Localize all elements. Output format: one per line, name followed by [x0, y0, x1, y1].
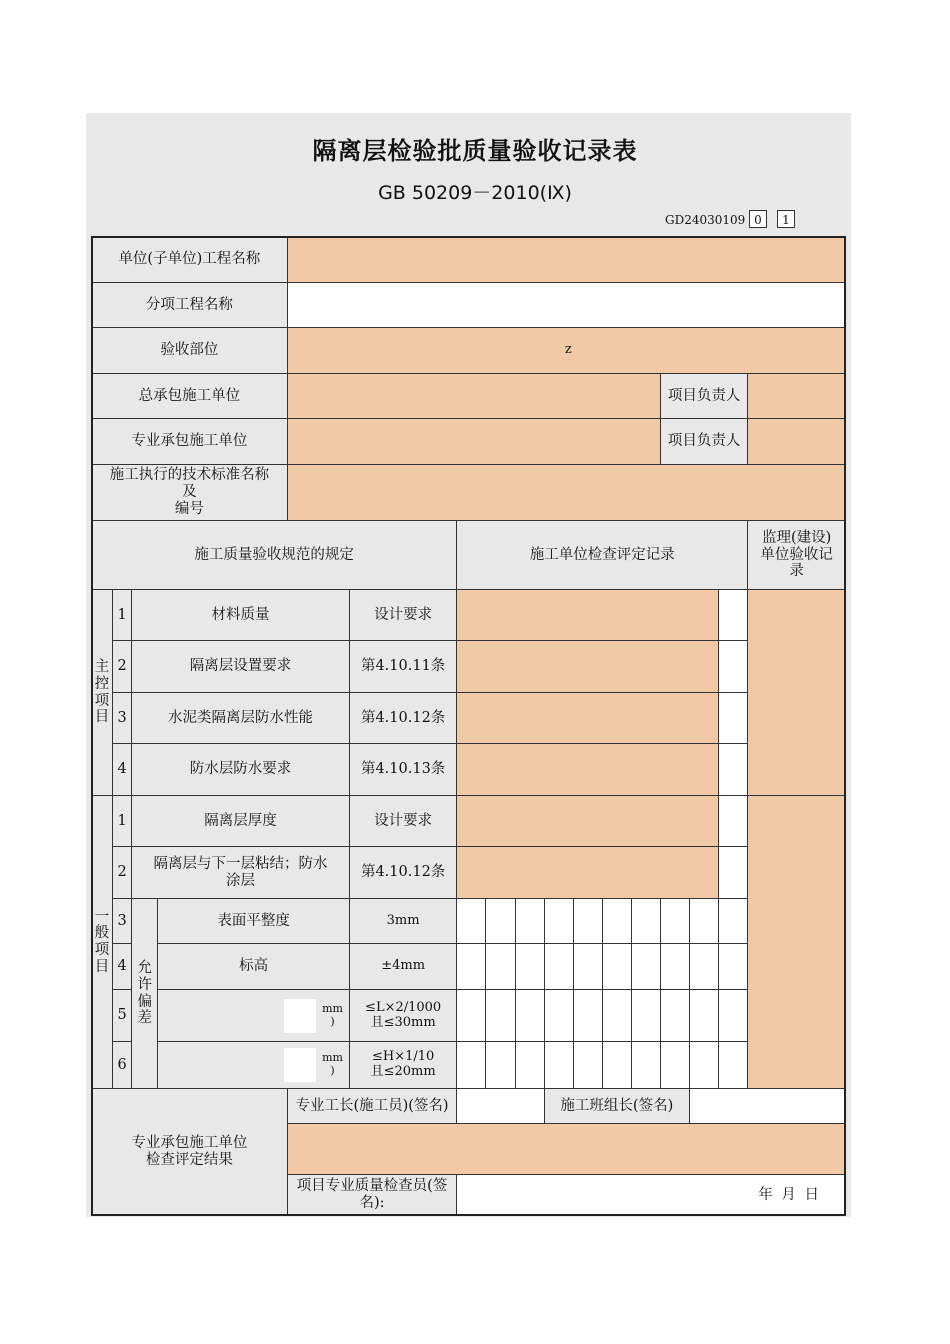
general-item-name-line1: 隔离层与下一层粘结；防水: [153, 855, 328, 872]
measure-cell[interactable]: [544, 944, 573, 990]
measure-cell[interactable]: [544, 990, 573, 1042]
measure-cell[interactable]: [602, 990, 631, 1042]
foreman-label: 专业工长(施工员)(签名): [287, 1089, 457, 1124]
main-supervision-field[interactable]: [748, 590, 846, 796]
general-supervision-field[interactable]: [748, 796, 846, 1089]
tolerance-req-line2: 且≤20mm: [370, 1064, 436, 1079]
result-label-line1: 专业承包施工单位: [131, 1135, 248, 1152]
tolerance-name-input[interactable]: [284, 1048, 316, 1082]
general-item-name: 隔离层厚度: [132, 796, 350, 847]
measure-cell[interactable]: [515, 990, 544, 1042]
general-item-name-line2: 涂层: [226, 872, 256, 889]
sub-project-label: 分项工程名称: [92, 283, 288, 328]
pm-field[interactable]: [748, 374, 846, 419]
measure-cell[interactable]: [690, 899, 719, 944]
general-item-req: 第4.10.12条: [349, 847, 456, 899]
measure-cell[interactable]: [515, 1042, 544, 1089]
general-group-char-3: 项: [94, 942, 110, 958]
measure-cell[interactable]: [486, 1042, 515, 1089]
measure-cell[interactable]: [457, 1042, 486, 1089]
date-text: 年 月 日: [758, 1186, 821, 1203]
leader-signature[interactable]: [690, 1089, 846, 1124]
main-item-record[interactable]: [457, 641, 719, 693]
main-item-req: 第4.10.13条: [349, 744, 456, 796]
measure-cell[interactable]: [660, 1042, 689, 1089]
main-item-check[interactable]: [719, 744, 748, 796]
measure-cell[interactable]: [719, 1042, 748, 1089]
measure-cell[interactable]: [631, 944, 660, 990]
measure-cell[interactable]: [719, 990, 748, 1042]
tolerance-item-req: ±4mm: [349, 944, 456, 990]
supervision-header-line1: 监理(建设): [761, 529, 832, 546]
code-box-1[interactable]: 0: [749, 210, 767, 228]
tolerance-item-req: [349, 990, 456, 1042]
measure-cell[interactable]: [515, 899, 544, 944]
tolerance-item-no: 3: [113, 899, 132, 944]
measure-cell[interactable]: [690, 990, 719, 1042]
tolerance-group-char-2: 许: [137, 976, 152, 993]
main-item-name: 水泥类隔离层防水性能: [132, 693, 350, 744]
main-item-check[interactable]: [719, 641, 748, 693]
tolerance-item-req: 3mm: [349, 899, 456, 944]
general-item-check[interactable]: [719, 847, 748, 899]
measure-cell[interactable]: [631, 899, 660, 944]
measure-cell[interactable]: [660, 899, 689, 944]
main-item-no: 3: [113, 693, 132, 744]
measure-cell[interactable]: [573, 899, 602, 944]
foreman-signature[interactable]: [457, 1089, 544, 1124]
main-item-req: 第4.10.11条: [349, 641, 456, 693]
general-group-char-4: 目: [94, 958, 110, 975]
main-item-record[interactable]: [457, 693, 719, 744]
main-item-no: 2: [113, 641, 132, 693]
general-group-char-2: 般: [94, 925, 110, 942]
inspector-signature[interactable]: [457, 1175, 846, 1216]
tolerance-req-line2: 且≤30mm: [370, 1014, 436, 1030]
tolerance-item-no: 4: [113, 944, 132, 990]
tolerance-paren: ): [330, 1014, 335, 1028]
inspection-table: [91, 236, 846, 1216]
main-item-check[interactable]: [719, 590, 748, 641]
pm-label-2: 项目负责人: [660, 419, 747, 465]
general-group-char-1: 一: [94, 908, 110, 925]
pm-label: 项目负责人: [660, 374, 747, 419]
measure-cell[interactable]: [690, 944, 719, 990]
measure-cell[interactable]: [631, 990, 660, 1042]
general-item-check[interactable]: [719, 796, 748, 847]
sub-contractor-label: 专业承包施工单位: [92, 419, 288, 465]
result-label: [92, 1089, 288, 1216]
main-item-check[interactable]: [719, 693, 748, 744]
measure-cell[interactable]: [457, 899, 486, 944]
measure-cell[interactable]: [660, 944, 689, 990]
standard-label: [92, 465, 288, 521]
code-box-2[interactable]: 1: [777, 210, 795, 228]
main-item-no: 1: [113, 590, 132, 641]
standard-label-line3: 编号: [174, 500, 204, 517]
main-item-record[interactable]: [457, 590, 719, 641]
main-group-char-2: 控: [94, 675, 110, 692]
tolerance-unit: mm: [322, 1051, 343, 1065]
main-item-req: 第4.10.12条: [349, 693, 456, 744]
tolerance-item-req: [349, 1042, 456, 1089]
measure-cell[interactable]: [690, 1042, 719, 1089]
main-item-name: 材料质量: [132, 590, 350, 641]
measure-cell[interactable]: [573, 944, 602, 990]
measure-cell[interactable]: [602, 899, 631, 944]
measure-cell[interactable]: [486, 944, 515, 990]
tolerance-name-input[interactable]: [284, 999, 316, 1033]
general-contractor-field[interactable]: [287, 374, 660, 419]
general-contractor-label: 总承包施工单位: [92, 374, 288, 419]
main-item-record[interactable]: [457, 744, 719, 796]
supervision-header-line3: 录: [789, 563, 804, 580]
supervision-column-header: [748, 521, 846, 590]
main-item-req: 设计要求: [349, 590, 456, 641]
tolerance-group-char-1: 允: [137, 960, 152, 977]
measure-cell[interactable]: [719, 899, 748, 944]
result-label-line2: 检查评定结果: [145, 1152, 233, 1168]
inspector-label: 项目专业质量检查员(签名):: [287, 1175, 457, 1216]
measure-cell[interactable]: [515, 944, 544, 990]
main-group-char-4: 目: [94, 709, 110, 726]
measure-cell[interactable]: [602, 944, 631, 990]
main-item-no: 4: [113, 744, 132, 796]
tolerance-paren: ): [330, 1064, 335, 1077]
tolerance-req-line1: ≤L×2/1000: [365, 999, 442, 1015]
record-column-header: 施工单位检查评定记录: [457, 521, 748, 590]
tolerance-item-name: [158, 1042, 350, 1089]
measure-cell[interactable]: [573, 990, 602, 1042]
measure-cell[interactable]: [719, 944, 748, 990]
general-group-label: [92, 796, 113, 1089]
main-item-name: 隔离层设置要求: [132, 641, 350, 693]
tolerance-item-no: 6: [113, 1042, 132, 1089]
form-title: 隔离层检验批质量验收记录表: [312, 136, 638, 165]
general-item-no: 2: [113, 847, 132, 899]
general-item-name: [132, 847, 350, 899]
supervision-header-line2: 单位验收记: [760, 546, 833, 563]
general-item-req: 设计要求: [349, 796, 456, 847]
pm-field-2[interactable]: [748, 419, 846, 465]
measure-cell[interactable]: [457, 944, 486, 990]
location-label: 验收部位: [92, 328, 288, 374]
leader-label: 施工班组长(签名): [544, 1089, 689, 1124]
measure-cell[interactable]: [573, 1042, 602, 1089]
measure-cell[interactable]: [544, 1042, 573, 1089]
tolerance-group-char-3: 偏: [137, 993, 152, 1010]
tolerance-item-name: 表面平整度: [158, 899, 350, 944]
main-item-name: 防水层防水要求: [132, 744, 350, 796]
measure-cell[interactable]: [544, 899, 573, 944]
tolerance-item-name: 标高: [158, 944, 350, 990]
standard-field[interactable]: [287, 465, 845, 521]
sub-project-field[interactable]: [287, 283, 845, 328]
measure-cell[interactable]: [602, 1042, 631, 1089]
tolerance-group-label: [132, 899, 158, 1089]
tolerance-req-line1: ≤H×1/10: [371, 1049, 435, 1065]
main-control-group-label: [92, 590, 113, 796]
measure-cell[interactable]: [457, 990, 486, 1042]
sub-contractor-field[interactable]: [287, 419, 660, 465]
measure-cell[interactable]: [631, 1042, 660, 1089]
measure-cell[interactable]: [486, 990, 515, 1042]
location-field[interactable]: z: [287, 328, 845, 374]
standard-label-line1: 施工执行的技术标准名称: [109, 467, 270, 484]
tolerance-unit: mm: [322, 1001, 343, 1015]
tolerance-group-char-4: 差: [137, 1010, 152, 1027]
spec-column-header: 施工质量验收规范的规定: [92, 521, 457, 590]
project-name-label: 单位(子单位)工程名称: [92, 237, 288, 283]
form-code: GD24030109: [665, 213, 746, 227]
measure-cell[interactable]: [660, 990, 689, 1042]
standard-label-line2: 及: [182, 484, 197, 501]
result-field[interactable]: [287, 1124, 845, 1175]
project-name-field[interactable]: [287, 237, 845, 283]
general-item-record[interactable]: [457, 796, 719, 847]
general-item-no: 1: [113, 796, 132, 847]
general-item-record[interactable]: [457, 847, 719, 899]
measure-cell[interactable]: [486, 899, 515, 944]
tolerance-item-name: [158, 990, 350, 1042]
main-group-char-3: 项: [94, 692, 110, 709]
main-group-char-1: 主: [94, 659, 110, 676]
tolerance-item-no: 5: [113, 990, 132, 1042]
form-standard: GB 50209－2010(Ⅸ): [378, 182, 572, 204]
